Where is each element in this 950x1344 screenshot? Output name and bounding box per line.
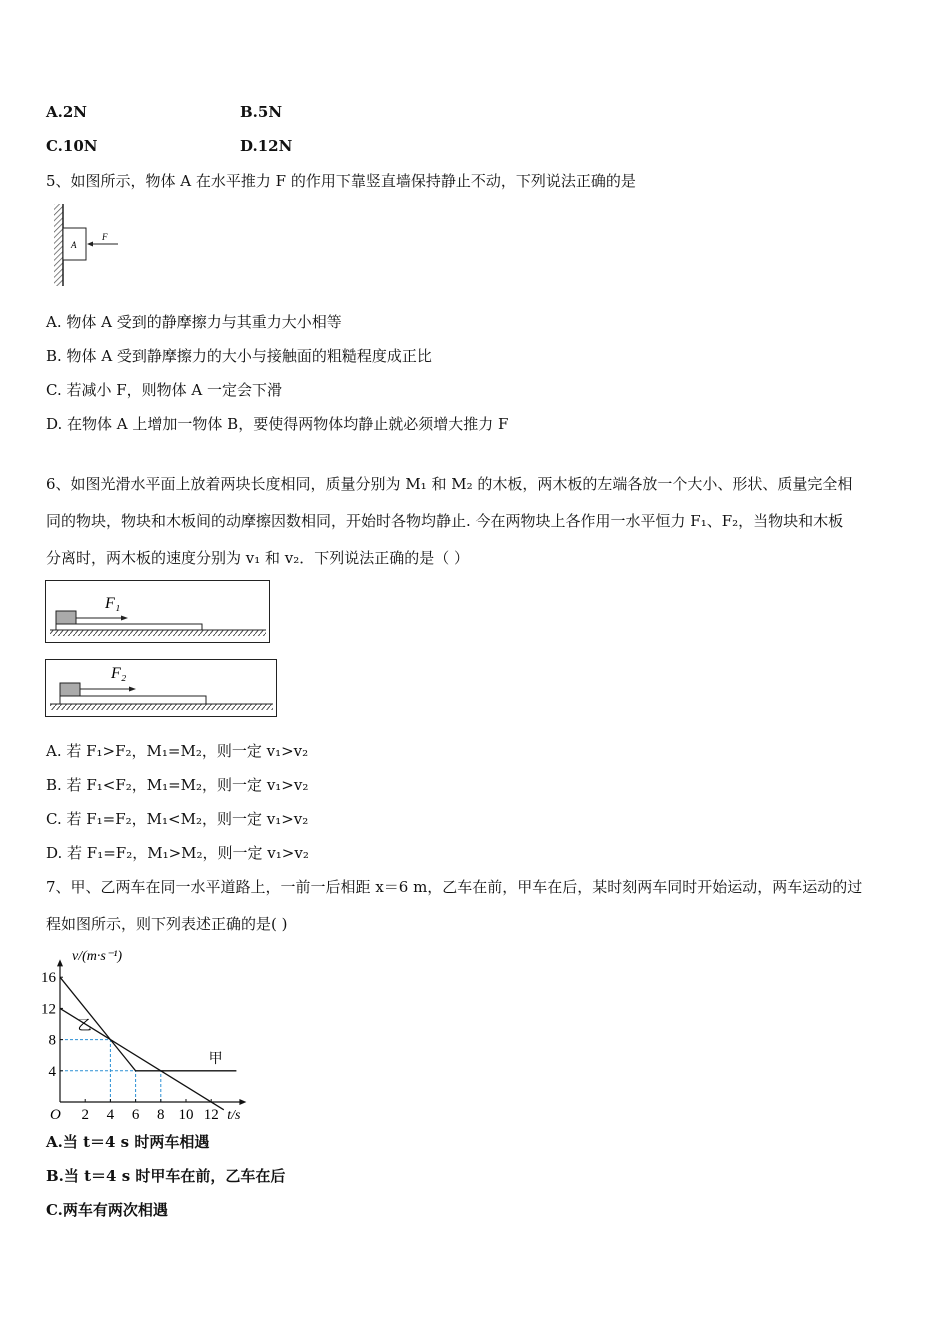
q6-option-c: C. 若 F₁=F₂，M₁<M₂，则一定 v₁>v₂ xyxy=(46,810,309,828)
q5-stem: 5、如图所示，物体 A 在水平推力 F 的作用下靠竖直墙保持静止不动，下列说法正确的是 xyxy=(46,172,636,190)
series-label-jia: 甲 xyxy=(208,1051,223,1067)
q5-option-b: B. 物体 A 受到静摩擦力的大小与接触面的粗糙程度成正比 xyxy=(46,347,432,365)
x-tick-label: 4 xyxy=(106,1107,115,1123)
x-tick-label: 8 xyxy=(157,1107,165,1123)
x-tick-label: 12 xyxy=(203,1107,219,1123)
x-tick-label: 10 xyxy=(178,1107,194,1123)
block-1 xyxy=(56,611,76,624)
block-2 xyxy=(60,683,80,696)
q7-stem-line-2: 程如图所示，则下列表述正确的是( ) xyxy=(46,915,288,933)
q6-panel-1 xyxy=(46,581,270,643)
q7-vt-chart xyxy=(40,944,270,1124)
q6-option-d: D. 若 F₁=F₂，M₁>M₂，则一定 v₁>v₂ xyxy=(46,844,309,862)
q7-option-b: B.当 t＝4 s 时甲车在前，乙车在后 xyxy=(46,1167,286,1185)
x-axis-label: t/s xyxy=(227,1108,241,1123)
q4-option-d: D.12N xyxy=(240,137,293,155)
y-axis-label: v/(m·s⁻¹) xyxy=(72,949,123,964)
q4-option-b: B.5N xyxy=(240,103,283,121)
force-arrowhead xyxy=(87,242,93,247)
board-1 xyxy=(56,624,202,630)
force-f1-label: F₁ xyxy=(105,595,121,612)
x-axis-arrow xyxy=(239,1099,246,1105)
y-axis-arrow xyxy=(57,959,63,966)
y-tick-label: 12 xyxy=(41,1001,56,1018)
block-a-label: A xyxy=(71,240,77,250)
q6-option-b: B. 若 F₁<F₂，M₁=M₂，则一定 v₁>v₂ xyxy=(46,776,309,794)
q5-option-a: A. 物体 A 受到的静摩擦力与其重力大小相等 xyxy=(46,313,342,331)
x-tick-label: 6 xyxy=(131,1107,140,1123)
board-2 xyxy=(60,696,206,704)
q5-option-c: C. 若减小 F，则物体 A 一定会下滑 xyxy=(46,381,283,399)
series-label-yi: 乙 xyxy=(77,1018,92,1035)
q6-stem-line-3: 分离时，两木板的速度分别为 v₁ 和 v₂．下列说法正确的是（ ） xyxy=(46,549,470,567)
q7-stem-line-1: 7、甲、乙两车在同一水平道路上，一前一后相距 x＝6 m，乙车在前，甲车在后，某时刻两车同时开始运动，两车运动的过 xyxy=(46,878,863,896)
origin-label: O xyxy=(50,1107,61,1123)
q4-option-a: A.2N xyxy=(46,103,88,121)
wall-hatch xyxy=(54,204,63,286)
q6-option-a: A. 若 F₁>F₂，M₁=M₂，则一定 v₁>v₂ xyxy=(46,742,309,760)
q7-option-c: C.两车有两次相遇 xyxy=(46,1201,168,1219)
y-tick-label: 16 xyxy=(41,970,56,987)
q6-panel-2 xyxy=(46,660,277,717)
q6-stem-line-2: 同的物块，物块和木板间的动摩擦因数相同，开始时各物均静止. 今在两物块上各作用一水平恒力 F₁、F₂，当物块和木板 xyxy=(46,512,844,530)
q4-option-c: C.10N xyxy=(46,137,98,155)
x-tick-label: 2 xyxy=(81,1107,89,1123)
q5-figure-wall-block xyxy=(46,200,136,290)
q6-stem-line-1: 6、如图光滑水平面上放着两块长度相同，质量分别为 M₁ 和 M₂ 的木板，两木板的左端各放一个大小、形状、质量完全相 xyxy=(46,475,853,493)
force-f2-label: F₂ xyxy=(111,665,127,682)
y-tick-label: 4 xyxy=(48,1063,56,1080)
force-label: F xyxy=(102,232,108,242)
q6-figure xyxy=(45,580,285,720)
y-tick-label: 8 xyxy=(48,1032,56,1049)
q5-option-d: D. 在物体 A 上增加一物体 B，要使得两物体均静止就必须增大推力 F xyxy=(46,415,509,433)
q7-option-a: A.当 t＝4 s 时两车相遇 xyxy=(46,1133,210,1151)
